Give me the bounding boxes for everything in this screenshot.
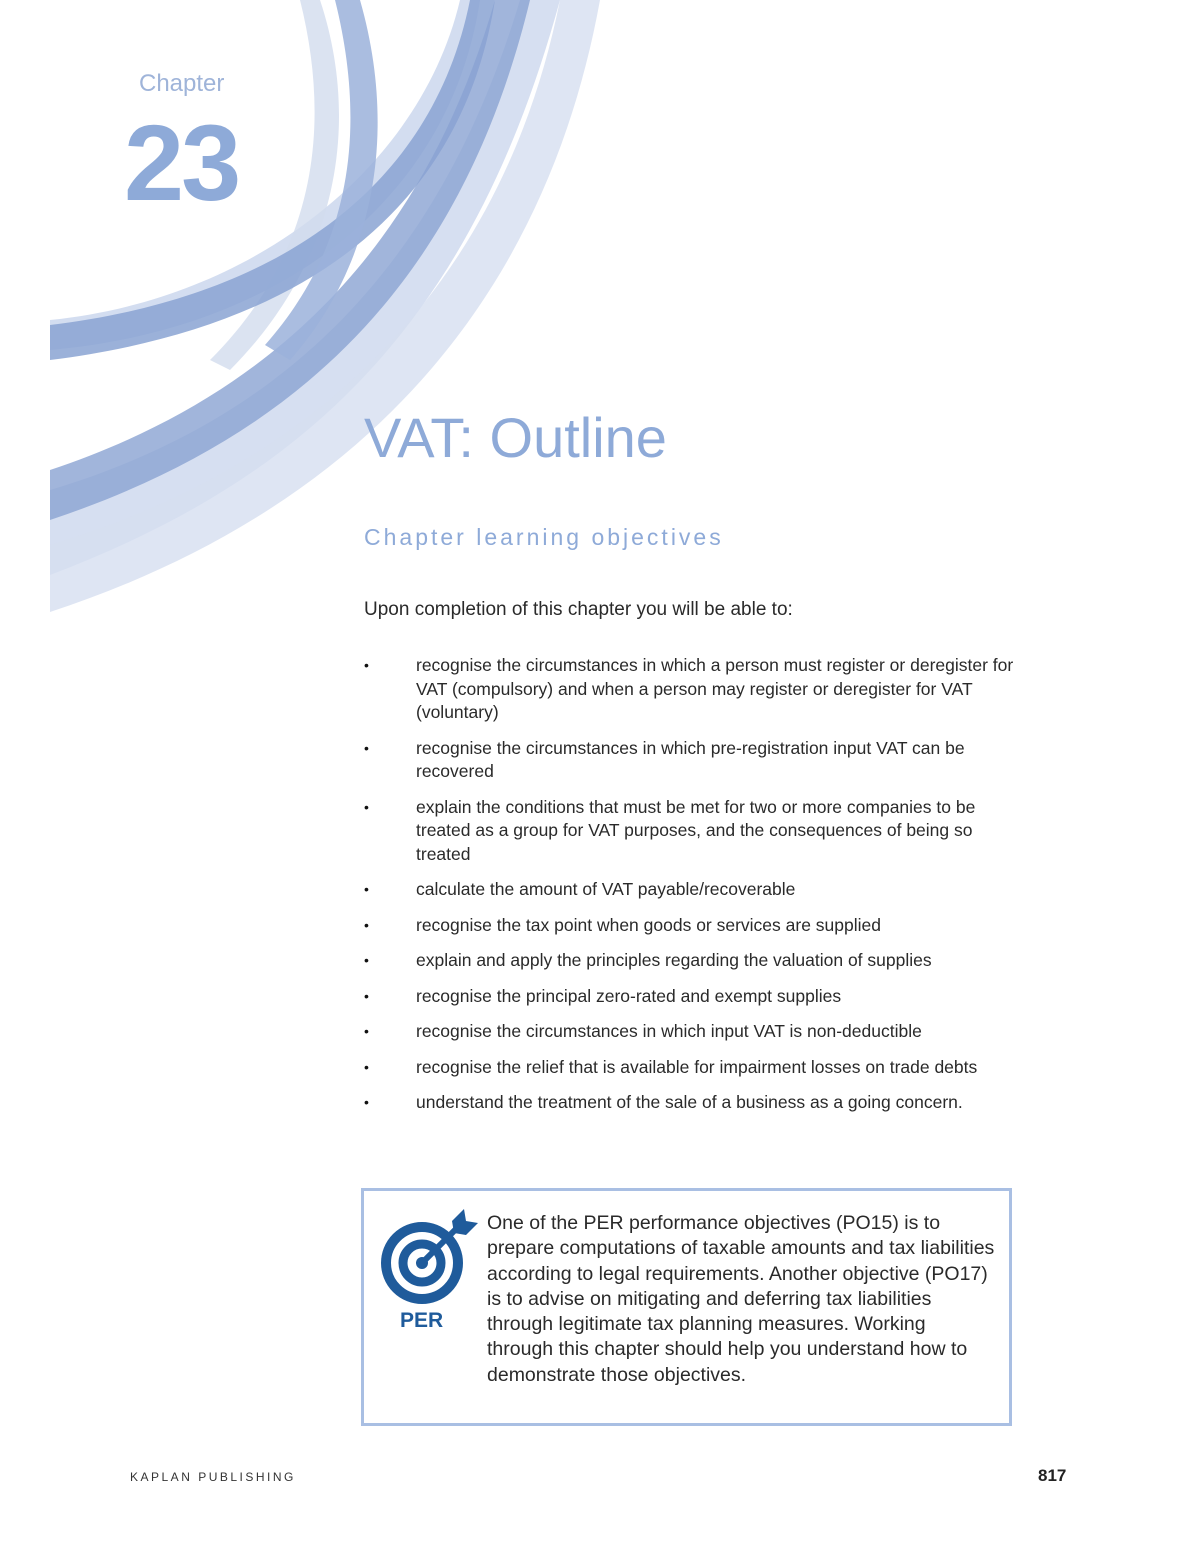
- bullet-icon: •: [364, 952, 369, 968]
- objective-text: calculate the amount of VAT payable/recoverable: [416, 879, 796, 899]
- bullet-icon: •: [364, 881, 369, 897]
- list-item: [364, 1056, 1024, 1080]
- list-item: [364, 949, 1024, 973]
- chapter-label: Chapter: [139, 70, 225, 97]
- objective-text: recognise the circumstances in which pre-registration input VAT can be recovered: [416, 737, 965, 781]
- list-item: [364, 796, 1024, 867]
- list-item: [364, 737, 1024, 784]
- objective-text: recognise the principal zero-rated and exempt supplies: [416, 985, 842, 1006]
- list-item: [364, 1020, 1024, 1044]
- bullet-icon: •: [364, 1094, 369, 1110]
- bullet-icon: •: [364, 798, 369, 815]
- objective-text: explain the conditions that must be met for two or more companies to be treated as a group for VAT purposes, and the consequences of being so treated: [416, 796, 976, 864]
- list-item: [364, 1091, 1024, 1115]
- per-label: PER: [400, 1309, 444, 1332]
- page-title: VAT: Outline: [364, 406, 667, 469]
- bullet-icon: •: [364, 916, 369, 933]
- chapter-number: 23: [124, 102, 239, 223]
- bullet-icon: •: [364, 1058, 369, 1075]
- objective-text: recognise the relief that is available for impairment losses on trade debts: [416, 1056, 978, 1077]
- objective-text: explain and apply the principles regarding the valuation of supplies: [416, 950, 932, 970]
- target-icon: [380, 1207, 480, 1307]
- objective-text: recognise the tax point when goods or services are supplied: [416, 914, 881, 935]
- bullet-icon: •: [364, 1023, 369, 1039]
- per-text: One of the PER performance objectives (PO15) is to prepare computations of taxable amounts and tax liabilities according to legal requirements. Another objective (PO17) is to advise on mitigating and deferring tax liabilities through legitimate tax planning measures. Working through this chapter should help you understand how to demonstrate those objectives.: [487, 1212, 995, 1386]
- objectives-heading: Chapter learning objectives: [364, 524, 724, 550]
- footer-publisher: KAPLAN PUBLISHING: [130, 1470, 296, 1484]
- objectives-list: [364, 654, 1024, 1127]
- list-item: [364, 914, 1024, 938]
- page-number: 817: [1038, 1466, 1067, 1485]
- objective-text: understand the treatment of the sale of a business as a going concern.: [416, 1092, 963, 1112]
- intro-text: Upon completion of this chapter you will be able to:: [364, 599, 793, 620]
- list-item: [364, 654, 1024, 725]
- list-item: [364, 985, 1024, 1009]
- per-callout-box: [361, 1188, 1012, 1426]
- bullet-icon: •: [364, 739, 369, 756]
- bullet-icon: •: [364, 987, 369, 1004]
- objective-text: recognise the circumstances in which input VAT is non-deductible: [416, 1021, 922, 1041]
- list-item: [364, 878, 1024, 902]
- bullet-icon: •: [364, 657, 369, 673]
- objective-text: recognise the circumstances in which a person must register or deregister for VAT (compulsory) and when a person may register or deregister for VAT (voluntary): [416, 655, 1014, 722]
